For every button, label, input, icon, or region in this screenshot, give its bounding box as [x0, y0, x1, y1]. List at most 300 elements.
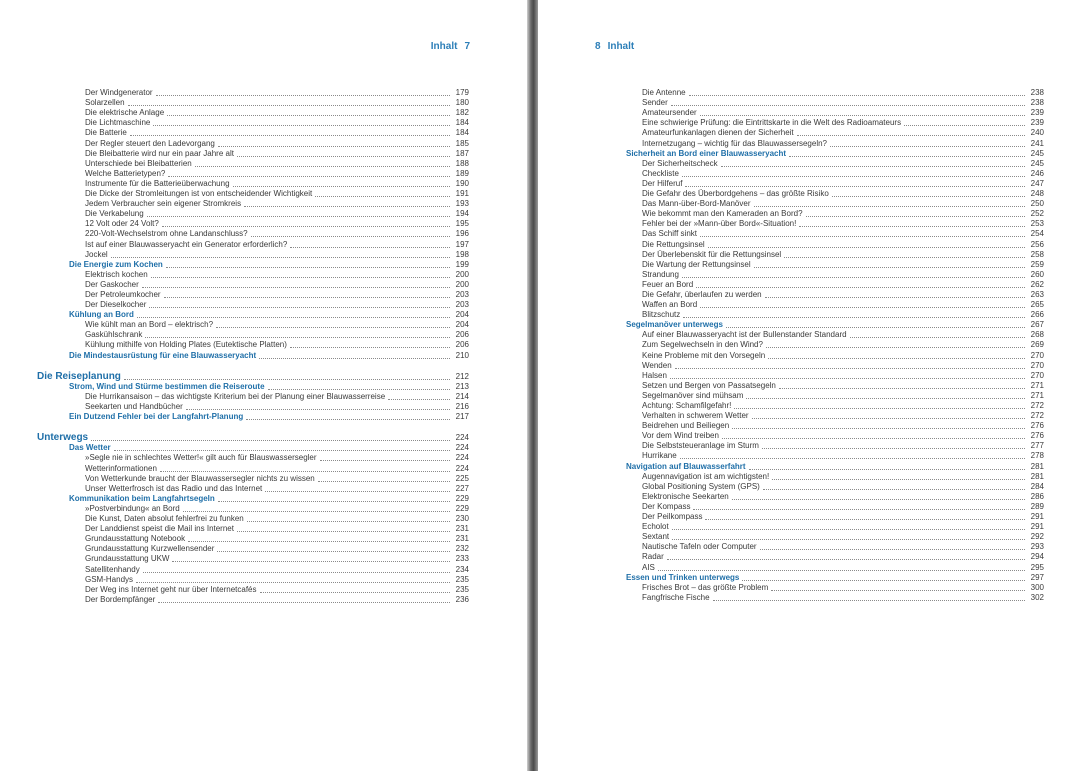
toc-entry[interactable]	[37, 229, 469, 239]
toc-entry-title: Die Kunst, Daten absolut fehlerfrei zu funken	[85, 514, 244, 524]
dot-leader	[768, 358, 1025, 359]
toc-entry-page: 189	[455, 168, 469, 178]
toc-entry-page: 188	[455, 158, 469, 168]
dot-leader	[167, 115, 450, 116]
toc-entry-title: AIS	[642, 562, 655, 572]
dot-leader	[667, 559, 1025, 560]
toc-entry-page: 187	[455, 148, 469, 158]
toc-entry[interactable]	[626, 98, 1044, 108]
toc-entry-title: Der Windgenerator	[85, 88, 153, 98]
toc-entry-title: Internetzugang – wichtig für das Blauwassersegeln?	[642, 138, 827, 148]
toc-entry-page: 270	[1030, 350, 1044, 360]
toc-entry-page: 253	[1030, 219, 1044, 229]
toc-entry[interactable]	[626, 260, 1044, 270]
toc-entry[interactable]	[37, 300, 469, 310]
toc-entry-page: 190	[455, 178, 469, 188]
toc-entry-page: 241	[1030, 138, 1044, 148]
toc-entry-title: Setzen und Bergen von Passatsegeln	[642, 380, 776, 390]
toc-entry[interactable]	[37, 290, 469, 300]
toc-section[interactable]	[37, 382, 469, 392]
toc-entry[interactable]	[37, 514, 469, 524]
toc-entry-page: 224	[455, 433, 469, 443]
toc-entry[interactable]	[626, 593, 1044, 603]
toc-entry-title: Keine Probleme mit den Vorsegeln	[642, 350, 766, 360]
toc-entry[interactable]	[37, 544, 469, 554]
toc-entry-title: Die Reiseplanung	[37, 370, 121, 382]
toc-entry[interactable]	[37, 270, 469, 280]
toc-entry-page: 230	[455, 514, 469, 524]
dot-leader	[172, 561, 450, 562]
toc-entry-page: 302	[1030, 592, 1044, 602]
toc-entry-title: Die Antenne	[642, 88, 686, 98]
toc-section[interactable]	[37, 412, 469, 422]
toc-entry-title: Strom, Wind und Stürme bestimmen die Reiseroute	[69, 381, 265, 391]
dot-leader	[832, 196, 1025, 197]
dot-leader	[315, 196, 450, 197]
toc-entry-title: Auf einer Blauwasseryacht ist der Bullenstander Standard	[642, 330, 847, 340]
toc-entry-title: Wenden	[642, 360, 672, 370]
toc-entry-page: 246	[1030, 168, 1044, 178]
toc-entry-title: GSM-Handys	[85, 574, 134, 584]
toc-section[interactable]	[37, 310, 469, 320]
dot-leader	[166, 267, 450, 268]
toc-entry-page: 200	[455, 269, 469, 279]
dot-leader	[168, 176, 450, 177]
toc-entry[interactable]	[626, 502, 1044, 512]
toc-entry-page: 179	[455, 88, 469, 98]
dot-leader	[789, 156, 1025, 157]
dot-leader	[195, 166, 450, 167]
header-page-number: 7	[464, 41, 470, 52]
toc-entry-page: 231	[455, 534, 469, 544]
toc-entry-title: Grundausstattung Notebook	[85, 534, 186, 544]
toc-entry[interactable]	[626, 169, 1044, 179]
toc-entry-title: Unser Wetterfrosch ist das Radio und das Internet	[85, 483, 263, 493]
toc-entry-title: Fehler bei der »Mann-über Bord«-Situation!	[642, 219, 797, 229]
toc-entry[interactable]	[626, 88, 1044, 98]
toc-entry-page: 300	[1030, 582, 1044, 592]
toc-entry-page: 227	[455, 483, 469, 493]
dot-leader	[130, 135, 450, 136]
dot-leader	[233, 186, 450, 187]
left-page-header	[431, 41, 470, 52]
toc-entry-page: 291	[1030, 512, 1044, 522]
toc-entry[interactable]	[37, 239, 469, 249]
toc-entry[interactable]	[37, 138, 469, 148]
dot-leader	[721, 166, 1025, 167]
toc-entry[interactable]	[37, 179, 469, 189]
toc-entry-page: 276	[1030, 421, 1044, 431]
toc-entry-title: Checkliste	[642, 168, 679, 178]
toc-entry[interactable]	[626, 330, 1044, 340]
toc-entry[interactable]	[37, 118, 469, 128]
dot-leader	[259, 358, 450, 359]
toc-entry[interactable]	[37, 402, 469, 412]
toc-entry[interactable]	[626, 340, 1044, 350]
toc-entry[interactable]	[37, 534, 469, 544]
toc-section[interactable]	[626, 149, 1044, 159]
dot-leader	[137, 317, 450, 318]
toc-entry-title: Der Regler steuert den Ladevorgang	[85, 138, 215, 148]
toc-entry-title: Waffen an Bord	[642, 300, 698, 310]
toc-entry[interactable]	[626, 280, 1044, 290]
toc-entry-page: 294	[1030, 552, 1044, 562]
toc-chapter[interactable]	[37, 432, 469, 443]
toc-section[interactable]	[37, 494, 469, 504]
toc-entry-title: Segelmanöver unterwegs	[626, 320, 723, 330]
dot-leader	[732, 499, 1025, 500]
toc-entry-title: Das Schiff sinkt	[642, 229, 697, 239]
left-page	[0, 0, 527, 771]
toc-entry[interactable]	[626, 128, 1044, 138]
toc-entry-page: 271	[1030, 380, 1044, 390]
toc-entry-page: 245	[1030, 158, 1044, 168]
toc-entry[interactable]	[626, 138, 1044, 148]
toc-entry[interactable]	[626, 361, 1044, 371]
toc-entry[interactable]	[626, 290, 1044, 300]
toc-entry-title: 220-Volt-Wechselstrom ohne Landanschluss?	[85, 229, 248, 239]
dot-leader	[754, 267, 1025, 268]
toc-entry-page: 295	[1030, 562, 1044, 572]
dot-leader	[760, 549, 1025, 550]
toc-entry-page: 196	[455, 229, 469, 239]
toc-entry-page: 252	[1030, 209, 1044, 219]
toc-entry[interactable]	[37, 453, 469, 463]
toc-entry[interactable]	[37, 340, 469, 350]
toc-entry[interactable]	[626, 219, 1044, 229]
toc-entry[interactable]	[37, 159, 469, 169]
dot-leader	[237, 156, 450, 157]
dot-leader	[700, 307, 1025, 308]
toc-entry[interactable]	[626, 482, 1044, 492]
toc-entry-page: 235	[455, 584, 469, 594]
toc-entry[interactable]	[626, 583, 1044, 593]
toc-entry[interactable]	[626, 391, 1044, 401]
toc-entry[interactable]	[626, 552, 1044, 562]
toc-entry[interactable]	[626, 441, 1044, 451]
dot-leader	[265, 491, 450, 492]
dot-leader	[797, 135, 1025, 136]
dot-leader	[128, 105, 450, 106]
toc-entry[interactable]	[626, 472, 1044, 482]
toc-entry-title: Sicherheit an Bord einer Blauwasseryacht	[626, 148, 787, 158]
toc-entry[interactable]	[37, 524, 469, 534]
toc-entry-title: Navigation auf Blauwasserfahrt	[626, 461, 746, 471]
left-toc-list	[37, 88, 469, 605]
toc-entry[interactable]	[626, 300, 1044, 310]
toc-entry-title: Achtung: Schamfilgefahr!	[642, 401, 732, 410]
toc-entry-title: Elektrisch kochen	[85, 269, 148, 279]
toc-entry-title: Das Mann-über-Bord-Manöver	[642, 199, 751, 209]
dot-leader	[732, 428, 1025, 429]
toc-chapter[interactable]	[37, 371, 469, 382]
toc-entry[interactable]	[37, 108, 469, 118]
dot-leader	[246, 419, 450, 420]
toc-entry[interactable]	[37, 280, 469, 290]
toc-entry-title: Die Batterie	[85, 128, 127, 138]
toc-entry[interactable]	[37, 330, 469, 340]
toc-entry-page: 286	[1030, 491, 1044, 501]
toc-entry-title: Halsen	[642, 370, 667, 380]
toc-entry[interactable]	[37, 169, 469, 179]
dot-leader	[683, 317, 1025, 318]
toc-section[interactable]	[626, 320, 1044, 330]
toc-entry[interactable]	[626, 189, 1044, 199]
dot-leader	[713, 600, 1025, 601]
toc-entry[interactable]	[626, 250, 1044, 260]
toc-entry-title: »Segle nie in schlechtes Wetter!« gilt auch für Blauswassersegler	[85, 453, 317, 463]
toc-entry-title: Hurrikane	[642, 451, 677, 461]
toc-entry-title: 12 Volt oder 24 Volt?	[85, 219, 159, 229]
toc-entry[interactable]	[626, 179, 1044, 189]
dot-leader	[734, 408, 1025, 409]
dot-leader	[752, 418, 1025, 419]
header-label: Inhalt	[607, 41, 635, 52]
toc-entry-page: 204	[455, 310, 469, 320]
toc-entry-page: 259	[1030, 259, 1044, 269]
dot-leader	[91, 440, 450, 441]
toc-entry-title: Die Rettungsinsel	[642, 239, 705, 249]
dot-leader	[247, 521, 450, 522]
toc-entry-title: Die Verkabelung	[85, 209, 144, 219]
toc-entry-title: Die Lichtmaschine	[85, 118, 151, 128]
toc-entry-title: Der Bordempfänger	[85, 594, 156, 604]
dot-leader	[830, 146, 1025, 147]
dot-leader	[111, 257, 450, 258]
toc-entry-page: 254	[1030, 229, 1044, 239]
toc-entry[interactable]	[626, 532, 1044, 542]
dot-leader	[318, 481, 450, 482]
toc-entry[interactable]	[626, 401, 1044, 411]
toc-entry[interactable]	[626, 159, 1044, 169]
toc-entry-page: 214	[455, 391, 469, 401]
toc-entry-page: 229	[455, 503, 469, 513]
toc-entry[interactable]	[37, 250, 469, 260]
dot-leader	[670, 378, 1025, 379]
toc-entry-page: 269	[1030, 340, 1044, 350]
dot-leader	[142, 287, 450, 288]
toc-entry-page: 272	[1030, 411, 1044, 421]
toc-entry-page: 235	[455, 574, 469, 584]
toc-entry[interactable]	[37, 585, 469, 595]
toc-entry-title: Jockel	[85, 249, 108, 259]
toc-entry[interactable]	[37, 128, 469, 138]
toc-entry-page: 276	[1030, 431, 1044, 441]
toc-entry[interactable]	[626, 522, 1044, 532]
toc-entry-page: 212	[455, 371, 469, 381]
toc-entry-title: Echolot	[642, 522, 669, 532]
toc-entry[interactable]	[37, 209, 469, 219]
toc-entry-page: 248	[1030, 189, 1044, 199]
toc-entry-title: Kühlung mithilfe von Holding Plates (Eutektische Platten)	[85, 340, 287, 350]
toc-entry-title: Strandung	[642, 269, 679, 279]
dot-leader	[722, 438, 1025, 439]
toc-entry-page: 180	[455, 98, 469, 108]
toc-entry-page: 266	[1030, 310, 1044, 320]
toc-entry-title: Instrumente für die Batterieüberwachung	[85, 178, 230, 188]
dot-leader	[749, 469, 1025, 470]
toc-entry-title: Frisches Brot – das größte Problem	[642, 582, 769, 592]
dot-leader	[708, 247, 1025, 248]
dot-leader	[682, 176, 1025, 177]
dot-leader	[149, 307, 450, 308]
toc-entry-title: Kühlung an Bord	[69, 310, 134, 320]
toc-entry[interactable]	[626, 421, 1044, 431]
toc-entry[interactable]	[626, 310, 1044, 320]
toc-entry-title: Die Wartung der Rettungsinsel	[642, 259, 751, 269]
toc-entry-page: 233	[455, 554, 469, 564]
toc-entry-title: Sender	[642, 98, 668, 108]
toc-entry[interactable]	[626, 371, 1044, 381]
toc-entry-title: Verhalten in schwerem Wetter	[642, 411, 749, 421]
toc-entry-title: Der Peilkompass	[642, 512, 703, 522]
toc-entry-page: 193	[455, 199, 469, 209]
dot-leader	[784, 257, 1025, 258]
toc-entry[interactable]	[37, 575, 469, 585]
dot-leader	[904, 125, 1025, 126]
dot-leader	[217, 551, 450, 552]
toc-entry[interactable]	[37, 504, 469, 514]
dot-leader	[268, 389, 450, 390]
toc-entry-title: Essen und Trinken unterwegs	[626, 572, 740, 582]
dot-leader	[765, 297, 1025, 298]
toc-entry-page: 265	[1030, 300, 1044, 310]
dot-leader	[779, 388, 1025, 389]
toc-spacer	[37, 361, 469, 371]
toc-entry-page: 247	[1030, 178, 1044, 188]
toc-entry[interactable]	[626, 562, 1044, 572]
toc-section[interactable]	[37, 260, 469, 270]
toc-entry-page: 239	[1030, 118, 1044, 128]
dot-leader	[742, 580, 1025, 581]
toc-entry[interactable]	[626, 512, 1044, 522]
toc-entry-page: 260	[1030, 269, 1044, 279]
dot-leader	[183, 511, 450, 512]
toc-entry[interactable]	[37, 484, 469, 494]
toc-entry-page: 225	[455, 473, 469, 483]
dot-leader	[145, 337, 450, 338]
toc-entry[interactable]	[626, 542, 1044, 552]
toc-entry-title: Gaskühlschrank	[85, 330, 143, 340]
toc-section[interactable]	[37, 443, 469, 453]
toc-entry-title: Grundausstattung UKW	[85, 554, 170, 564]
toc-entry[interactable]	[626, 431, 1044, 441]
toc-entry-page: 200	[455, 279, 469, 289]
toc-entry-page: 199	[455, 259, 469, 269]
toc-entry-title: Die Selbststeueranlage im Sturm	[642, 441, 759, 451]
toc-entry-page: 293	[1030, 542, 1044, 552]
toc-entry[interactable]	[37, 595, 469, 605]
toc-entry-title: Die Hurrikansaison – das wichtigste Kriterium bei der Planung einer Blauwasserreise	[85, 391, 386, 401]
toc-entry-title: Elektronische Seekarten	[642, 491, 729, 501]
toc-entry[interactable]	[626, 492, 1044, 502]
dot-leader	[114, 450, 450, 451]
toc-entry[interactable]	[37, 564, 469, 574]
toc-entry[interactable]	[626, 229, 1044, 239]
toc-entry-page: 281	[1030, 461, 1044, 471]
toc-entry[interactable]	[37, 474, 469, 484]
toc-entry-page: 229	[455, 493, 469, 503]
toc-entry-title: Fangfrische Fische	[642, 592, 710, 602]
dot-leader	[658, 570, 1025, 571]
toc-entry-title: Der Petroleumkocher	[85, 289, 161, 299]
dot-leader	[260, 592, 450, 593]
toc-entry[interactable]	[626, 411, 1044, 421]
toc-entry[interactable]	[626, 108, 1044, 118]
dot-leader	[772, 479, 1025, 480]
right-page-header	[595, 41, 634, 52]
toc-entry[interactable]	[37, 88, 469, 98]
toc-entry[interactable]	[626, 270, 1044, 280]
toc-entry-page: 191	[455, 189, 469, 199]
toc-entry[interactable]	[626, 199, 1044, 209]
toc-entry[interactable]	[626, 209, 1044, 219]
toc-entry-title: Unterschiede bei Bleibatterien	[85, 158, 192, 168]
toc-entry-page: 217	[455, 412, 469, 422]
dot-leader	[771, 590, 1025, 591]
header-label: Inhalt	[430, 41, 458, 52]
toc-entry-title: Kommunikation beim Langfahrtsegeln	[69, 493, 215, 503]
toc-entry[interactable]	[37, 199, 469, 209]
toc-entry[interactable]	[37, 554, 469, 564]
toc-entry[interactable]	[37, 463, 469, 473]
dot-leader	[251, 236, 450, 237]
dot-leader	[320, 460, 450, 461]
toc-entry[interactable]	[626, 350, 1044, 360]
dot-leader	[290, 247, 450, 248]
toc-entry[interactable]	[626, 381, 1044, 391]
toc-entry[interactable]	[37, 98, 469, 108]
right-page	[538, 0, 1068, 771]
toc-entry-page: 292	[1030, 532, 1044, 542]
right-toc-list	[626, 88, 1044, 603]
header-page-number: 8	[595, 41, 601, 52]
toc-entry[interactable]	[37, 189, 469, 199]
toc-entry[interactable]	[37, 149, 469, 159]
toc-entry-page: 185	[455, 138, 469, 148]
toc-entry[interactable]	[626, 118, 1044, 128]
toc-entry[interactable]	[626, 239, 1044, 249]
toc-section[interactable]	[626, 573, 1044, 583]
dot-leader	[188, 541, 450, 542]
toc-entry-title: Augennavigation ist am wichtigsten!	[642, 471, 770, 481]
toc-entry-title: Vor dem Wind treiben	[642, 431, 719, 441]
toc-entry[interactable]	[37, 320, 469, 330]
toc-entry-page: 256	[1030, 239, 1044, 249]
toc-entry-page: 224	[455, 443, 469, 453]
toc-entry-page: 184	[455, 128, 469, 138]
toc-entry-title: Unterwegs	[37, 432, 89, 444]
dot-leader	[762, 448, 1025, 449]
toc-entry[interactable]	[37, 392, 469, 402]
dot-leader	[153, 125, 450, 126]
toc-entry-page: 234	[455, 564, 469, 574]
toc-entry-page: 238	[1030, 98, 1044, 108]
toc-entry-page: 195	[455, 219, 469, 229]
toc-entry[interactable]	[626, 451, 1044, 461]
toc-entry-page: 194	[455, 209, 469, 219]
toc-section[interactable]	[37, 350, 469, 360]
toc-entry-title: Die Gefahr des Überbordgehens – das größte Risiko	[642, 189, 829, 199]
toc-entry-page: 297	[1030, 572, 1044, 582]
toc-entry-title: Beidrehen und Beiliegen	[642, 421, 730, 431]
toc-entry-page: 231	[455, 524, 469, 534]
toc-entry[interactable]	[37, 219, 469, 229]
toc-section[interactable]	[626, 461, 1044, 471]
dot-leader	[754, 206, 1026, 207]
toc-entry-title: Wie kühlt man an Bord – elektrisch?	[85, 320, 214, 330]
dot-leader	[218, 146, 450, 147]
